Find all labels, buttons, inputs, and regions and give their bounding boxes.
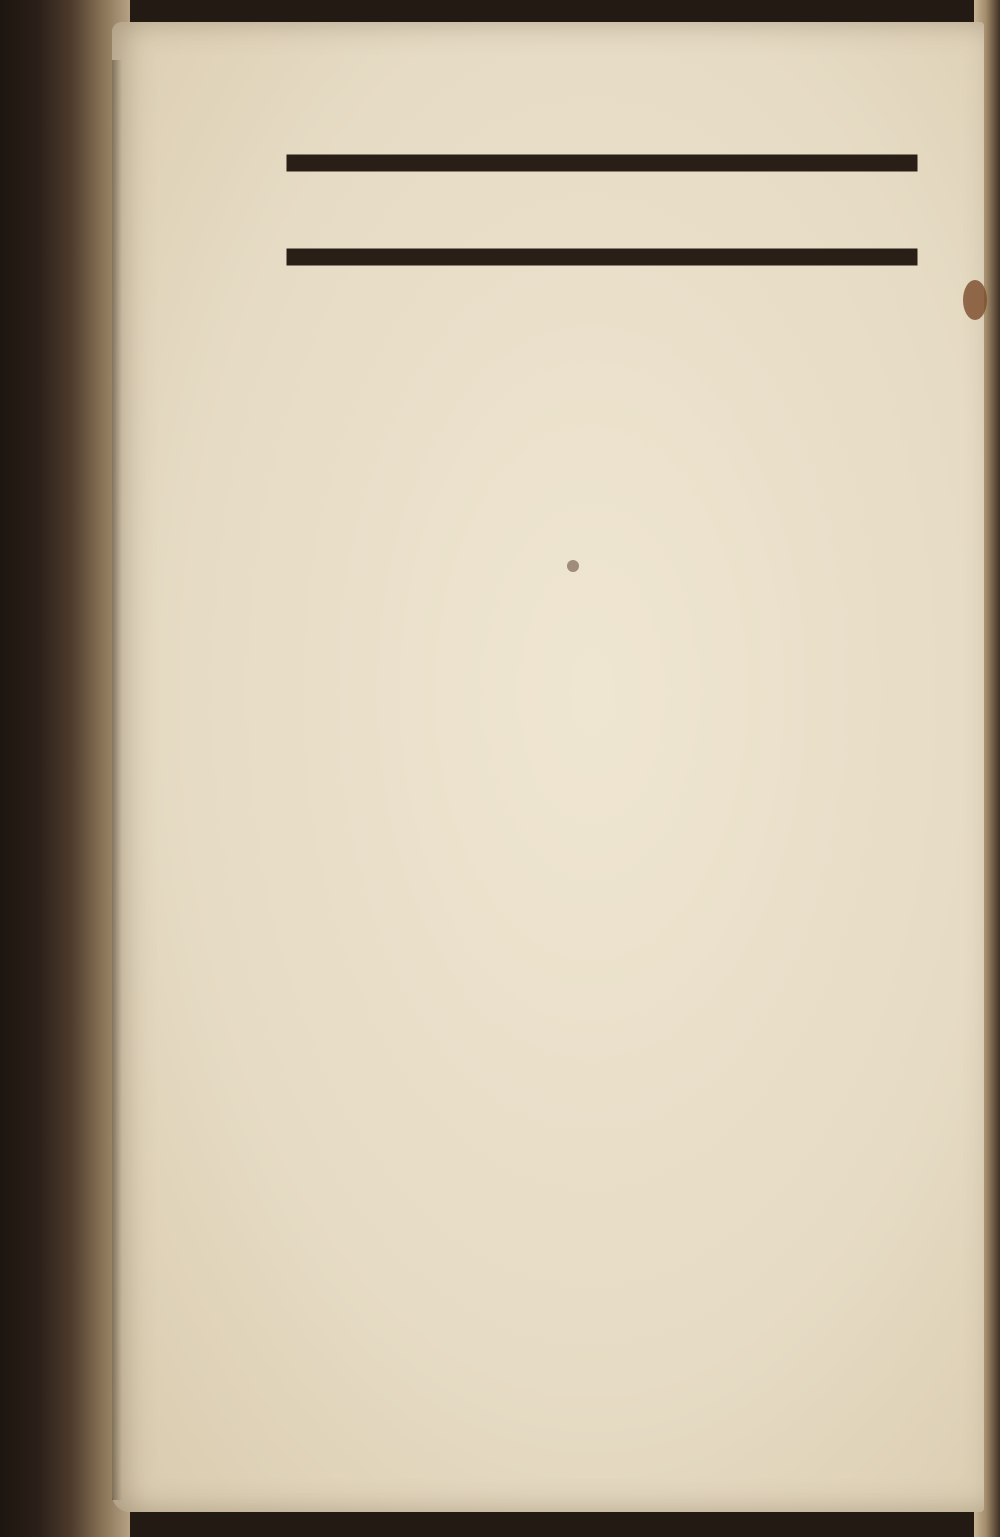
stain [963, 280, 987, 320]
ink-spot [567, 560, 579, 572]
book-edge-left [0, 0, 130, 1537]
headpiece-ornament [268, 128, 936, 308]
bleed-through [700, 90, 960, 130]
gutter-shadow [112, 60, 122, 1500]
